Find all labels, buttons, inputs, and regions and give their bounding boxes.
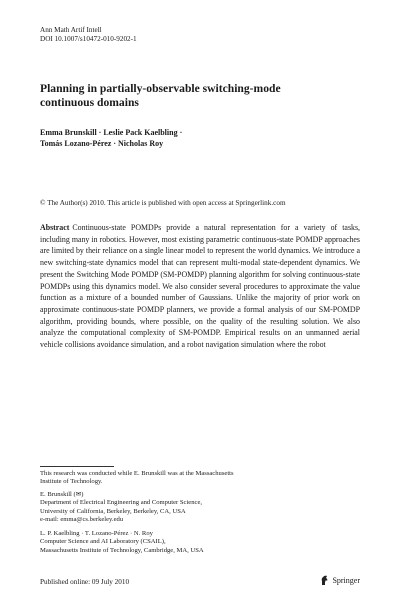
affiliation-lab: Computer Science and AI Laboratory (CSAIL), — [40, 538, 166, 546]
authors-line-1: Emma Brunskill · Leslie Pack Kaelbling · — [40, 128, 183, 137]
affiliation-brunskill — [40, 491, 360, 525]
footnote-rule — [40, 466, 114, 467]
doi: DOI 10.1007/s10472-010-9202-1 — [40, 35, 137, 43]
publisher-name: Springer — [332, 576, 360, 585]
abstract-text: Continuous-state POMDPs provide a natural representation for a variety of tasks, including many in robotics. However, most existing parametric continuous-state POMDP approaches are limited by their reliance on a single linear model to represent the world dynamics. We introduce a new switching-state dynamics model that can represent multi-modal state-dependent dynamics. We present the Switching Mode POMDP (SM-POMDP) planning algorithm for solving continuous-state POMDPs using this dynamics model. We also consider several procedures to approximate the value function as a mixture of a bounded number of Gaussians. Unlike the majority of prior work on approximate continuous-state POMDP planners, we provide a formal analysis of our SM-POMDP algorithm, providing bounds, where possible, on the quality of the resulting solution. We also analyze the computational complexity of SM-POMDP. Empirical results on an unmanned aerial vehicle collisions avoidance simulation, and a robot navigation simulation where the robot — [40, 223, 360, 350]
journal-header — [40, 26, 137, 44]
abstract-label: Abstract — [40, 223, 70, 232]
research-note — [40, 470, 360, 487]
published-date: Published online: 09 July 2010 — [40, 578, 130, 586]
copyright-notice: © The Author(s) 2010. This article is published with open access at Springerlink.com — [40, 199, 286, 207]
affiliation-univ: University of California, Berkeley, Berkeley, CA, USA — [40, 507, 186, 515]
affiliation-mit-group — [40, 530, 360, 555]
journal-name: Ann Math Artif Intell — [40, 26, 102, 34]
research-note-line-1: This research was conducted while E. Brunskill was at the Massachusetts — [40, 470, 234, 477]
springer-horse-icon — [320, 575, 329, 586]
author-name: E. Brunskill (✉) — [40, 491, 84, 498]
author-list — [40, 127, 360, 149]
affiliation-inst: Massachusetts Institute of Technology, Cambridge, MA, USA — [40, 546, 204, 554]
author-names: L. P. Kaelbling · T. Lozano-Pérez · N. Roy — [40, 530, 153, 537]
title-line-1: Planning in partially-observable switching-mode — [40, 82, 281, 95]
author-email: e-mail: emma@cs.berkeley.edu — [40, 516, 124, 524]
research-note-line-2: Institute of Technology. — [40, 478, 103, 486]
affiliation-dept: Department of Electrical Engineering and Computer Science, — [40, 499, 203, 507]
abstract — [40, 222, 360, 351]
authors-line-2: Tomás Lozano-Pérez · Nicholas Roy — [40, 139, 164, 148]
publisher-logo — [320, 575, 360, 586]
paper-title — [40, 82, 360, 110]
title-line-2: continuous domains — [40, 96, 139, 109]
